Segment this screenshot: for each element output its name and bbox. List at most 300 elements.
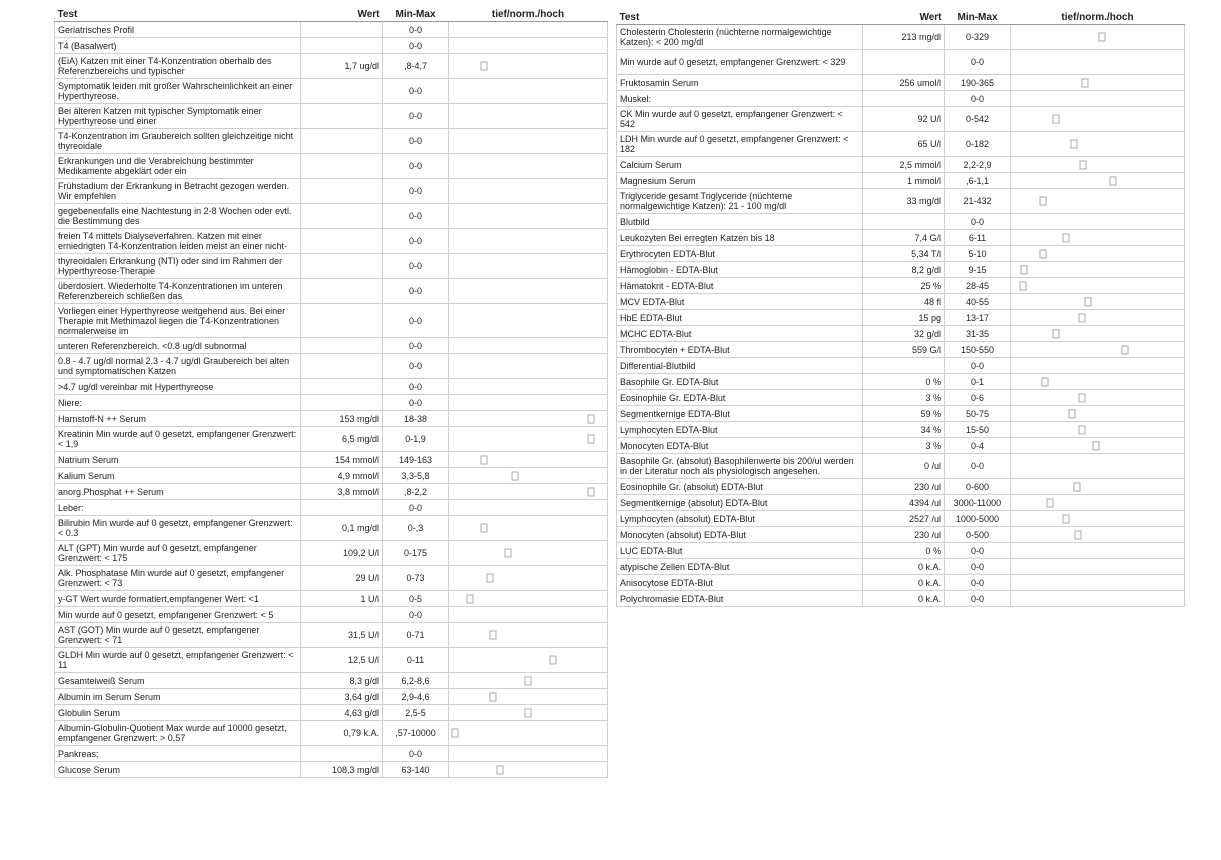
value-cell: 109,2 U/l [301,541,383,566]
minmax-cell: 0-0 [383,395,449,411]
range-marker [1041,377,1048,386]
test-cell: MCV EDTA-Blut [617,294,863,310]
range-indicator-cell [1011,479,1185,495]
range-indicator-cell [449,427,608,452]
minmax-cell: 0-0 [383,229,449,254]
table-row [55,22,608,38]
table-row [617,326,1185,342]
range-marker [1040,249,1047,258]
range-indicator-cell [1011,230,1185,246]
test-cell: Leukozyten Bei erregten Katzen bis 18 [617,230,863,246]
minmax-cell: 0-0 [383,204,449,229]
table-row [617,358,1185,374]
value-cell: 6,5 mg/dl [301,427,383,452]
table-row [55,204,608,229]
table-row [617,214,1185,230]
range-indicator-cell [449,279,608,304]
range-marker [1084,297,1091,306]
value-cell [301,304,383,338]
range-marker [1099,33,1106,42]
range-indicator-cell [449,379,608,395]
table-row [55,541,608,566]
table-row [55,591,608,607]
range-indicator-cell [1011,406,1185,422]
test-cell: Erythrocyten EDTA-Blut [617,246,863,262]
table-row [617,262,1185,278]
range-indicator-cell [449,591,608,607]
minmax-cell: 5-10 [945,246,1011,262]
test-cell: anorg.Phosphat ++ Serum [55,484,301,500]
value-cell [863,91,945,107]
range-indicator-cell [449,607,608,623]
range-indicator-cell [449,304,608,338]
test-cell: y-GT Wert wurde formatiert,empfangener Wert: <1 [55,591,301,607]
test-cell: Harnstoff-N ++ Serum [55,411,301,427]
range-marker [1075,530,1082,539]
table-row [55,304,608,338]
range-indicator-cell [449,179,608,204]
minmax-cell: 0-0 [383,129,449,154]
test-cell: Geriatrisches Profil [55,22,301,38]
minmax-cell: 0-182 [945,132,1011,157]
range-indicator-cell [449,468,608,484]
range-indicator-cell [449,79,608,104]
range-marker [1092,441,1099,450]
test-cell: LDH Min wurde auf 0 gesetzt, empfangener Grenzwert: < 182 [617,132,863,157]
table-row [617,454,1185,479]
minmax-cell: 0-0 [945,50,1011,75]
minmax-cell: 0-71 [383,623,449,648]
range-indicator-cell [449,395,608,411]
range-marker [487,574,494,583]
minmax-cell: ,8-2,2 [383,484,449,500]
range-marker [587,487,594,496]
value-cell: 59 % [863,406,945,422]
minmax-cell: 40-55 [945,294,1011,310]
range-indicator-cell [1011,527,1185,543]
value-cell [301,38,383,54]
table-row [55,179,608,204]
range-indicator-cell [1011,511,1185,527]
minmax-cell: 0-0 [945,591,1011,607]
header-minmax: Min-Max [383,9,449,22]
minmax-cell: 0-1 [945,374,1011,390]
range-indicator-cell [449,484,608,500]
range-marker [1080,160,1087,169]
range-indicator-cell [1011,326,1185,342]
header-wert: Wert [863,12,945,25]
value-cell: 8,3 g/dl [301,673,383,689]
value-cell [301,79,383,104]
table-row [617,107,1185,132]
range-indicator-cell [1011,342,1185,358]
minmax-cell: 0-0 [383,22,449,38]
minmax-cell: 15-50 [945,422,1011,438]
value-cell [863,50,945,75]
range-indicator-cell [449,746,608,762]
table-row [617,50,1185,75]
value-cell [301,104,383,129]
table-row [55,721,608,746]
test-cell: gegebenenfalls eine Nachtestung in 2-8 Wochen oder evtl. die Bestimmung des [55,204,301,229]
value-cell: 213 mg/dl [863,25,945,50]
minmax-cell: 31-35 [945,326,1011,342]
minmax-cell: 0-11 [383,648,449,673]
range-indicator-cell [449,673,608,689]
test-cell: Basophile Gr. EDTA-Blut [617,374,863,390]
range-marker [504,549,511,558]
test-cell: Monocyten EDTA-Blut [617,438,863,454]
test-cell: ALT (GPT) Min wurde auf 0 gesetzt, empfangener Grenzwert: < 175 [55,541,301,566]
range-marker [525,676,532,685]
minmax-cell: ,6-1,1 [945,173,1011,189]
value-cell: 34 % [863,422,945,438]
range-indicator-cell [449,22,608,38]
lab-results-table-right [616,12,1185,607]
header-range: tief/norm./hoch [1011,12,1185,25]
test-cell: Albumin-Globulin-Quotient Max wurde auf 10000 gesetzt, empfangener Grenzwert: > 0,57 [55,721,301,746]
minmax-cell: 50-75 [945,406,1011,422]
table-row [55,762,608,778]
minmax-cell: ,8-4,7 [383,54,449,79]
table-row [55,411,608,427]
test-cell: Monocyten (absolut) EDTA-Blut [617,527,863,543]
table-row [617,479,1185,495]
test-cell: Globulin Serum [55,705,301,721]
range-indicator-cell [449,623,608,648]
range-marker [490,692,497,701]
minmax-cell: 1000-5000 [945,511,1011,527]
minmax-cell: 3000-11000 [945,495,1011,511]
table-row [55,354,608,379]
table-row [617,438,1185,454]
range-marker [481,455,488,464]
range-indicator-cell [1011,454,1185,479]
value-cell [301,22,383,38]
range-indicator-cell [1011,310,1185,326]
value-cell: 0,79 k.A. [301,721,383,746]
minmax-cell: 0-0 [383,254,449,279]
test-cell: Fruktosamin Serum [617,75,863,91]
range-indicator-cell [449,204,608,229]
test-cell: Symptomatik leiden mit großer Wahrscheinlichkeit an einer Hyperthyreose. [55,79,301,104]
test-cell: (EiA) Katzen mit einer T4-Konzentration oberhalb des Referenzbereichs und typischer [55,54,301,79]
table-row [617,422,1185,438]
table-row [55,129,608,154]
value-cell: 15 pg [863,310,945,326]
test-cell: Bilirubin Min wurde auf 0 gesetzt, empfangener Grenzwert: < 0.3 [55,516,301,541]
minmax-cell: 0-0 [945,214,1011,230]
range-indicator-cell [449,54,608,79]
value-cell: 92 U/l [863,107,945,132]
test-cell: Eosinophile Gr. EDTA-Blut [617,390,863,406]
table-row [617,527,1185,543]
range-marker [1053,329,1060,338]
range-marker [511,471,518,480]
table-row [55,427,608,452]
minmax-cell: 0-0 [383,304,449,338]
table-row [617,132,1185,157]
test-cell: Basophile Gr. (absolut) Basophilenwerte bis 200/ul werden in der Literatur noch als physiologisch angesehen. [617,454,863,479]
minmax-cell: 0-0 [383,379,449,395]
value-cell: 0 /ul [863,454,945,479]
range-indicator-cell [1011,591,1185,607]
range-marker [1021,265,1028,274]
value-cell [301,129,383,154]
minmax-cell: 0-0 [383,38,449,54]
table-row [55,104,608,129]
value-cell: 0 % [863,374,945,390]
value-cell [301,179,383,204]
value-cell: 4,9 mmol/l [301,468,383,484]
minmax-cell: 0-0 [945,543,1011,559]
range-indicator-cell [449,452,608,468]
range-indicator-cell [1011,91,1185,107]
value-cell: 31,5 U/l [301,623,383,648]
test-cell: Natrium Serum [55,452,301,468]
range-indicator-cell [1011,50,1185,75]
value-cell: 4,63 g/dl [301,705,383,721]
value-cell: 108,3 mg/dl [301,762,383,778]
range-indicator-cell [1011,262,1185,278]
minmax-cell: 0-6 [945,390,1011,406]
minmax-cell: 0-500 [945,527,1011,543]
test-cell: Eosinophile Gr. (absolut) EDTA-Blut [617,479,863,495]
test-cell: Niere: [55,395,301,411]
value-cell [301,279,383,304]
minmax-cell: ,57-10000 [383,721,449,746]
minmax-cell: 0-0 [945,358,1011,374]
value-cell: 1 mmol/l [863,173,945,189]
range-marker [1019,281,1026,290]
minmax-cell: 0-542 [945,107,1011,132]
minmax-cell: 18-38 [383,411,449,427]
lab-results-table-left [54,9,608,778]
table-row [55,452,608,468]
value-cell: 48 fl [863,294,945,310]
table-row [55,279,608,304]
test-cell: CK Min wurde auf 0 gesetzt, empfangener Grenzwert: < 542 [617,107,863,132]
minmax-cell: 6,2-8,6 [383,673,449,689]
table-row [55,254,608,279]
test-cell: Hämatokrit - EDTA-Blut [617,278,863,294]
range-indicator-cell [449,500,608,516]
range-indicator-cell [1011,374,1185,390]
value-cell [301,204,383,229]
range-marker [1053,115,1060,124]
test-cell: Calcium Serum [617,157,863,173]
range-marker [525,708,532,717]
table-row [55,379,608,395]
minmax-cell: 9-15 [945,262,1011,278]
range-indicator-cell [1011,495,1185,511]
minmax-cell: 63-140 [383,762,449,778]
range-marker [1078,393,1085,402]
table-row [617,189,1185,214]
range-marker [1078,425,1085,434]
value-cell: 2527 /ul [863,511,945,527]
value-cell [301,338,383,354]
range-marker [497,765,504,774]
table-row [617,157,1185,173]
range-indicator-cell [449,354,608,379]
range-indicator-cell [1011,107,1185,132]
range-indicator-cell [1011,132,1185,157]
range-indicator-cell [449,516,608,541]
test-cell: überdosiert. Wiederholte T4-Konzentrationen im unteren Referenzbereich schließen das [55,279,301,304]
range-marker [1070,140,1077,149]
range-indicator-cell [1011,278,1185,294]
table-row [55,338,608,354]
test-cell: Muskel: [617,91,863,107]
minmax-cell: 0-0 [383,354,449,379]
test-cell: >4.7 ug/dl vereinbar mit Hyperthyreose [55,379,301,395]
range-marker [549,656,556,665]
table-row [617,310,1185,326]
range-indicator-cell [449,254,608,279]
test-cell: Triglyceride gesamt Triglyceride (nüchterne normalgewichtige Katzen): 21 - 100 mg/dl [617,189,863,214]
range-indicator-cell [1011,157,1185,173]
table-row [55,79,608,104]
range-marker [1110,176,1117,185]
minmax-cell: 0-0 [383,338,449,354]
minmax-cell: 0-0 [383,179,449,204]
table-row [617,543,1185,559]
value-cell: 5,34 T/l [863,246,945,262]
table-row [55,746,608,762]
range-indicator-cell [1011,25,1185,50]
test-cell: Gesamteiweiß Serum [55,673,301,689]
range-indicator-cell [449,411,608,427]
header-minmax: Min-Max [945,12,1011,25]
table-row [55,154,608,179]
test-cell: unteren Referenzbereich. <0.8 ug/dl subnormal [55,338,301,354]
minmax-cell: 0-,3 [383,516,449,541]
range-indicator-cell [1011,189,1185,214]
minmax-cell: 0-0 [945,559,1011,575]
value-cell: 12,5 U/l [301,648,383,673]
test-cell: Kreatinin Min wurde auf 0 gesetzt, empfangener Grenzwert: < 1,9 [55,427,301,452]
header-range: tief/norm./hoch [449,9,608,22]
table-row [55,38,608,54]
value-cell [301,229,383,254]
minmax-cell: 0-0 [383,79,449,104]
value-cell: 32 g/dl [863,326,945,342]
table-row [55,468,608,484]
value-cell: 2,5 mmol/l [863,157,945,173]
range-indicator-cell [449,566,608,591]
value-cell: 0 % [863,543,945,559]
test-cell: atypische Zellen EDTA-Blut [617,559,863,575]
table-row [617,91,1185,107]
value-cell: 25 % [863,278,945,294]
value-cell [301,500,383,516]
range-indicator-cell [1011,543,1185,559]
table-row [617,390,1185,406]
minmax-cell: 190-365 [945,75,1011,91]
value-cell: 1,7 ug/dl [301,54,383,79]
minmax-cell: 21-432 [945,189,1011,214]
table-row [617,230,1185,246]
test-cell: Min wurde auf 0 gesetzt, empfangener Grenzwert: < 329 [617,50,863,75]
minmax-cell: 0-0 [383,279,449,304]
range-indicator-cell [449,229,608,254]
range-indicator-cell [449,689,608,705]
header-test: Test [617,12,863,25]
value-cell: 3 % [863,390,945,406]
range-indicator-cell [1011,575,1185,591]
range-indicator-cell [1011,294,1185,310]
range-marker [490,631,497,640]
table-row [55,516,608,541]
minmax-cell: 0-0 [383,746,449,762]
table-row [617,25,1185,50]
test-cell: Min wurde auf 0 gesetzt, empfangener Grenzwert: < 5 [55,607,301,623]
table-row [617,406,1185,422]
value-cell: 1 U/l [301,591,383,607]
test-cell: T4 (Basalwert) [55,38,301,54]
value-cell: 33 mg/dl [863,189,945,214]
range-indicator-cell [449,104,608,129]
test-cell: Pankreas: [55,746,301,762]
test-cell: Anisocytose EDTA-Blut [617,575,863,591]
range-indicator-cell [1011,173,1185,189]
range-marker [587,414,594,423]
range-indicator-cell [449,705,608,721]
minmax-cell: 0-4 [945,438,1011,454]
minmax-cell: 0-5 [383,591,449,607]
table-row [617,246,1185,262]
test-cell: LUC EDTA-Blut [617,543,863,559]
range-indicator-cell [1011,390,1185,406]
range-indicator-cell [449,541,608,566]
value-cell [301,746,383,762]
value-cell: 4394 /ul [863,495,945,511]
value-cell [301,254,383,279]
range-indicator-cell [1011,358,1185,374]
value-cell: 230 /ul [863,479,945,495]
table-row [55,484,608,500]
minmax-cell: 0-0 [945,575,1011,591]
range-marker [481,524,488,533]
range-marker [481,62,488,71]
test-cell: thyreoidalen Erkrankung (NTI) oder sind im Rahmen der Hyperthyreose-Therapie [55,254,301,279]
test-cell: AST (GOT) Min wurde auf 0 gesetzt, empfangener Grenzwert: < 71 [55,623,301,648]
minmax-cell: 0-0 [383,104,449,129]
test-cell: Lymphocyten (absolut) EDTA-Blut [617,511,863,527]
minmax-cell: 2,9-4,6 [383,689,449,705]
test-cell: Erkrankungen und die Verabreichung bestimmter Medikamente abgeklärt oder ein [55,154,301,179]
table-row [617,342,1185,358]
value-cell: 7,4 G/l [863,230,945,246]
table-header-row [55,9,608,22]
value-cell: 0 k.A. [863,591,945,607]
header-wert: Wert [301,9,383,22]
header-test: Test [55,9,301,22]
table-row [55,705,608,721]
value-cell: 154 mmol/l [301,452,383,468]
test-cell: Albumin im Serum Serum [55,689,301,705]
value-cell [863,358,945,374]
test-cell: Cholesterin Cholesterin (nüchterne normalgewichtige Katzen): < 200 mg/dl [617,25,863,50]
table-row [617,495,1185,511]
range-marker [1040,197,1047,206]
table-row [55,566,608,591]
table-header-row [617,12,1185,25]
range-indicator-cell [1011,438,1185,454]
range-indicator-cell [449,154,608,179]
value-cell: 65 U/l [863,132,945,157]
